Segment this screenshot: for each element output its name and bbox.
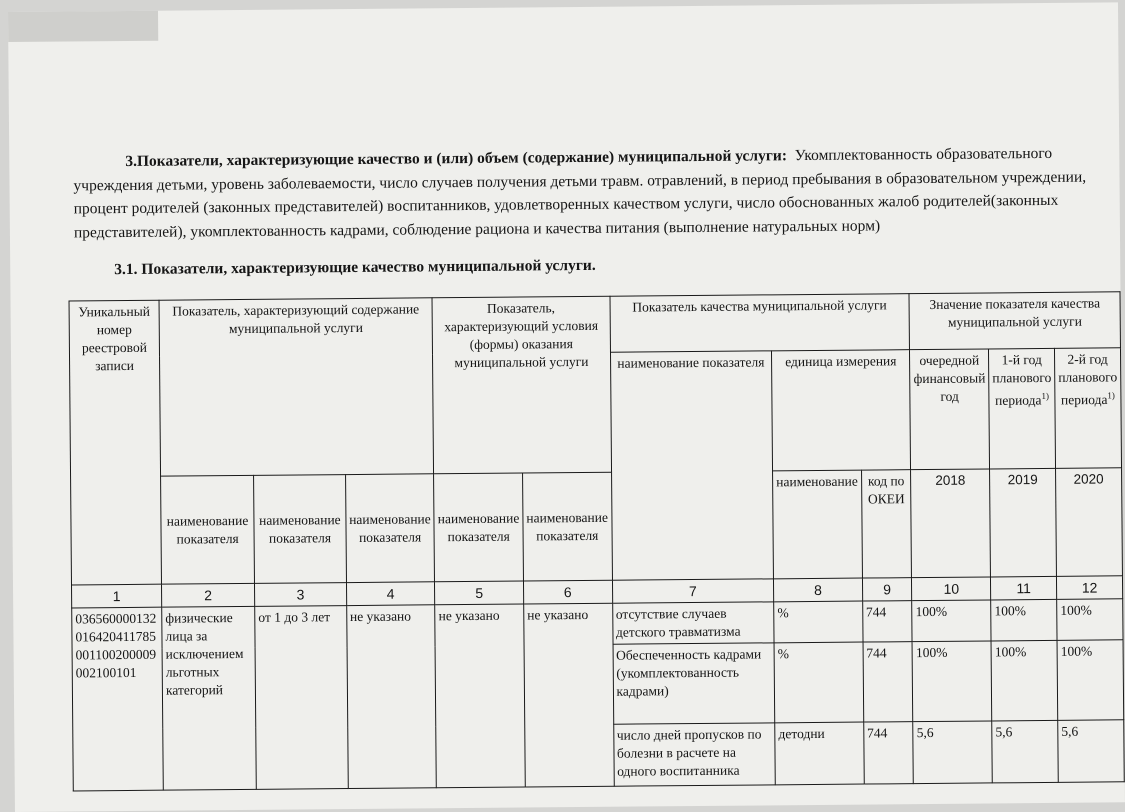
condition-indicator-1: не указано	[435, 604, 525, 788]
current-year-label: очередной финансовый год	[913, 352, 986, 404]
value-2019: 5,6	[992, 720, 1058, 783]
okei-code: 744	[862, 601, 912, 642]
footnote-mark: 1)	[1107, 390, 1115, 401]
subheader-name-3: наименование показателя	[345, 474, 435, 583]
value-2020: 100%	[1057, 599, 1123, 641]
first-year-label: 1-й год планового периода	[992, 351, 1052, 408]
unit-name: детодни	[775, 722, 864, 785]
header-second-year	[1055, 348, 1122, 469]
quality-table	[69, 291, 1125, 791]
section-heading	[73, 141, 1104, 244]
subheader-name-5: наименование показателя	[522, 472, 612, 581]
subsection-title: 3.1. Показатели, характеризующие качество муниципальной услуги.	[114, 256, 596, 279]
column-number: 11	[991, 576, 1057, 600]
header-indicator-name: наименование показателя	[610, 351, 774, 580]
header-row-1	[69, 292, 1120, 357]
indicator-name: отсутствие случаев детского травматизма	[612, 602, 774, 644]
column-number: 4	[346, 582, 435, 606]
value-2018: 100%	[912, 600, 991, 642]
footnote-mark: 1)	[1041, 390, 1049, 401]
content-indicator-3: не указано	[346, 605, 436, 789]
subheader-name-4: наименование показателя	[434, 473, 524, 582]
column-number: 8	[774, 578, 863, 602]
second-year-label: 2-й год планового периода	[1058, 351, 1118, 408]
okei-code: 744	[863, 642, 913, 722]
header-current-year	[910, 349, 990, 470]
registry-number: 036560000132016420411785001100200009002100101	[72, 607, 164, 791]
value-2019: 100%	[991, 640, 1058, 721]
header-first-year	[989, 348, 1056, 469]
subheader-unit-name: наименование	[773, 470, 863, 579]
value-2020: 100%	[1057, 640, 1124, 721]
subheader-name-2: наименование показателя	[254, 475, 347, 584]
year-first: 2019	[990, 468, 1057, 577]
year-second: 2020	[1056, 468, 1123, 577]
column-number: 6	[523, 580, 612, 604]
condition-indicator-2: не указано	[524, 603, 614, 787]
section-description: Укомплектованность образовательного учреждения детьми, уровень заболеваемости, число случаев получения детьми травм. отравлений, в период пребывания в образовательном учреждении, процент родителей (законных представителей) воспитанников, удовлетворенных качеством услуги, число обоснованных жалоб родителей(законных представителей), укомплектованность кадрами, соблюдение рациона и качества питания (выполнение натуральных норм)	[73, 144, 1087, 241]
column-number: 3	[255, 583, 347, 607]
header-conditions: Показатель, характеризующий условия (формы) оказания муниципальной услуги	[432, 296, 611, 474]
header-unit: единица измерения	[772, 350, 911, 471]
consumer-category: физические лица за исключением льготных категорий	[162, 606, 257, 790]
value-2020: 5,6	[1058, 720, 1124, 783]
subheader-okei: код по ОКЕИ	[861, 470, 912, 578]
scan-shadow	[8, 11, 158, 42]
subheader-name-1: наименование показателя	[161, 475, 255, 584]
unit-name: %	[774, 601, 863, 643]
header-quality: Показатель качества муниципальной услуги	[610, 294, 910, 353]
year-current: 2018	[911, 469, 991, 578]
age-group: от 1 до 3 лет	[255, 606, 348, 790]
value-2018: 100%	[912, 641, 992, 722]
column-number: 7	[612, 579, 774, 603]
okei-code: 744	[863, 722, 913, 784]
column-number: 9	[862, 578, 912, 601]
value-2019: 100%	[991, 599, 1057, 641]
header-row-3	[71, 468, 1123, 585]
indicator-name: число дней пропусков по болезни в расчете на одного воспитанника	[613, 723, 775, 786]
column-number: 10	[912, 577, 991, 601]
value-2018: 5,6	[913, 721, 992, 784]
header-content: Показатель, характеризующий содержание муниципальной услуги	[159, 298, 434, 476]
document-page	[8, 2, 1125, 812]
unit-name: %	[774, 642, 863, 723]
column-number: 1	[72, 584, 162, 608]
column-number: 5	[435, 581, 524, 605]
header-value: Значение показателя качества муниципальной услуги	[909, 292, 1120, 350]
column-number: 2	[162, 583, 255, 607]
indicator-name: Обеспеченность кадрами (укомплектованность кадрами)	[613, 643, 775, 724]
header-registry: Уникальный номер реестровой записи	[69, 300, 161, 585]
column-number: 12	[1057, 576, 1123, 600]
section-title: 3.Показатели, характеризующие качество и (или) объем (содержание) муниципальной услуги:	[125, 147, 788, 170]
